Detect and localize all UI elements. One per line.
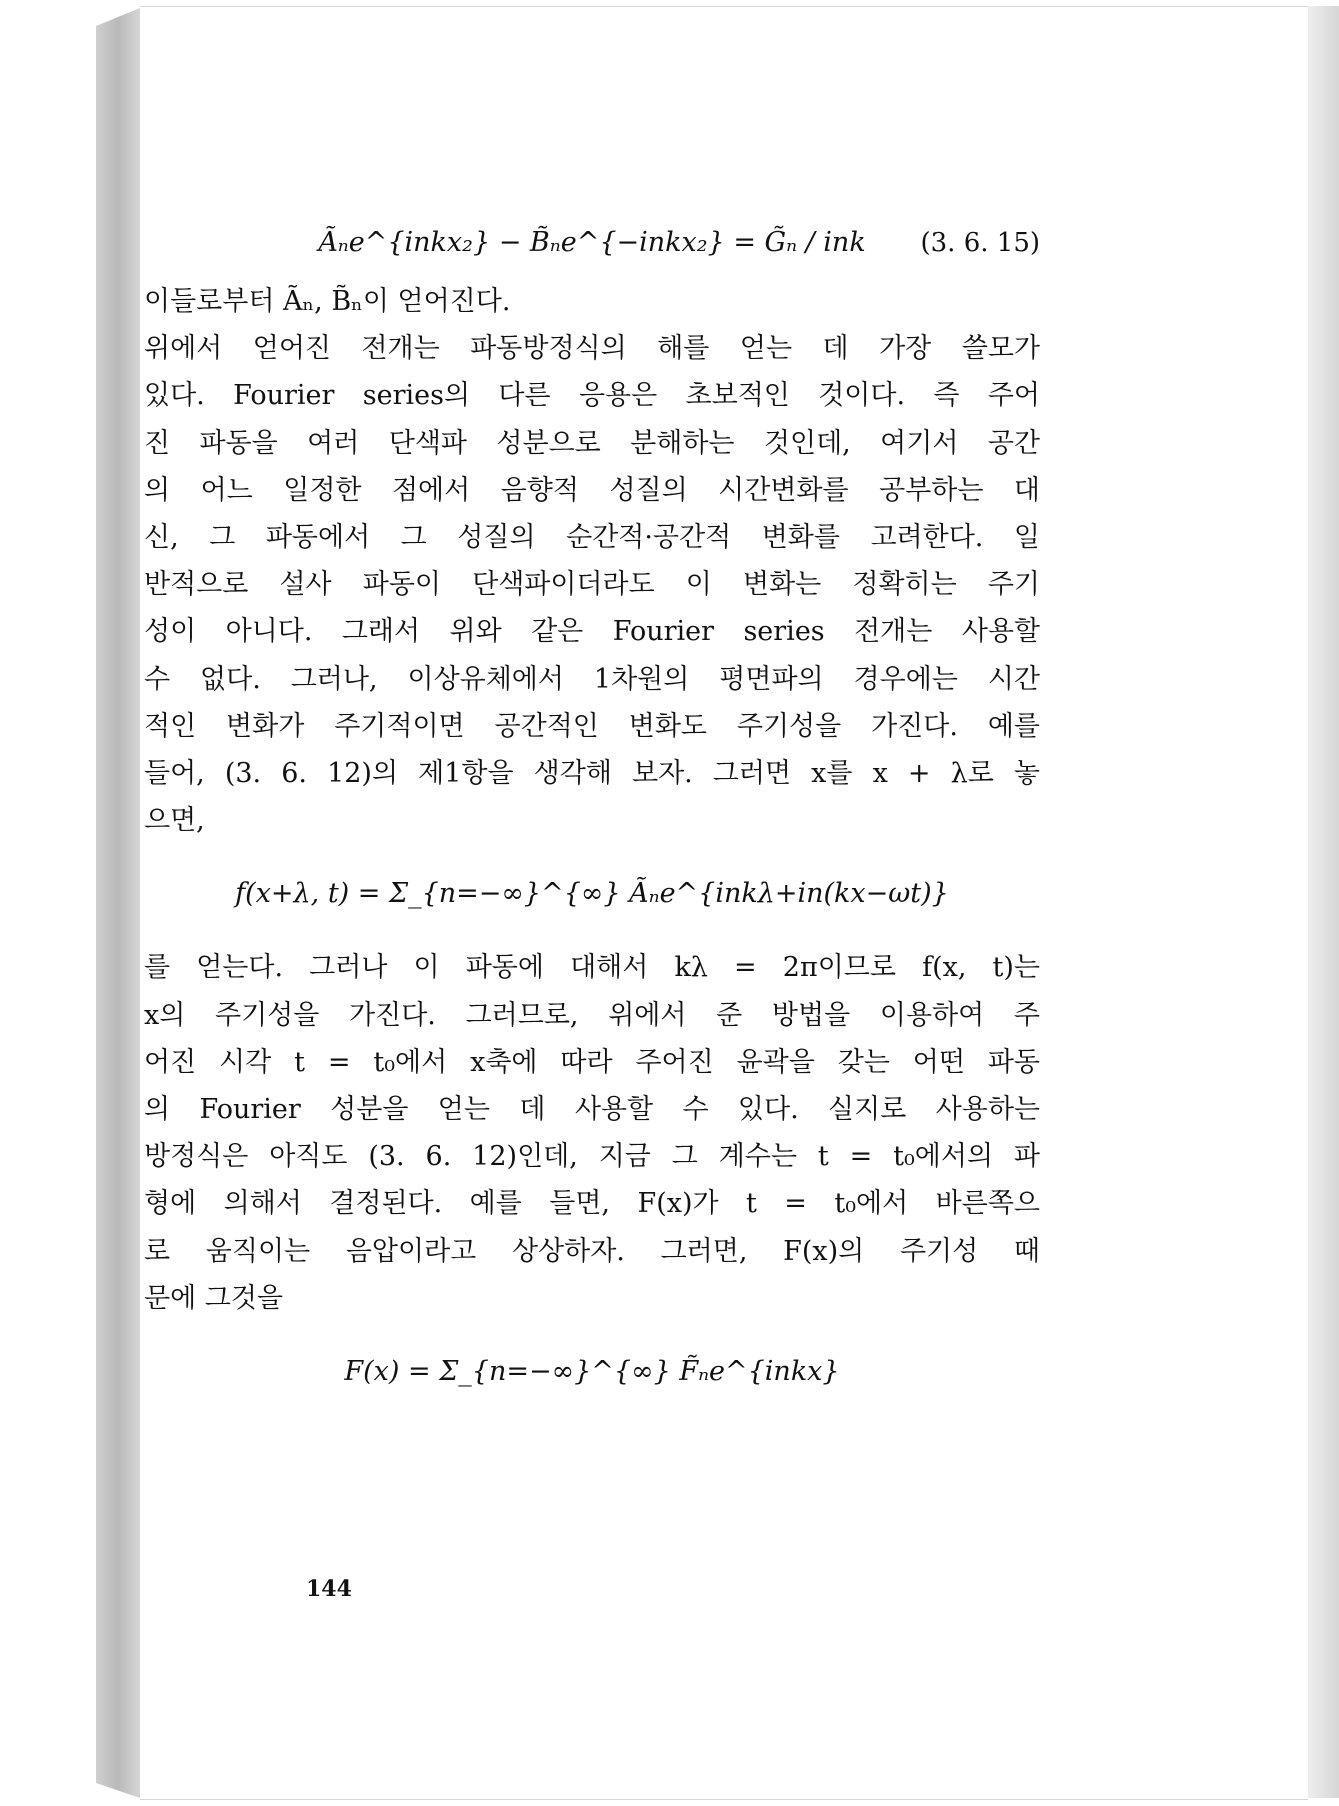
text-line: 성이 아니다. 그래서 위와 같은 Fourier series 전개는 사용할 (144, 616, 1040, 648)
page-content (144, 208, 1040, 1422)
text-line: 의 Fourier 성분을 얻는 데 사용할 수 있다. 실지로 사용하는 (144, 1094, 1040, 1126)
text-line: 문에 그것을 (144, 1282, 283, 1314)
equation-body: Ãₙe^{inkx₂} − B̃ₙe^{−inkx₂} = G̃ₙ / ink (318, 227, 866, 258)
equation-number: (3. 6. 15) (920, 228, 1040, 258)
equation-body: F(x) = Σ_{n=−∞}^{∞} F̃ₙe^{inkx} (344, 1356, 840, 1388)
text-line: 로 움직이는 음압이라고 상상하자. 그러면, F(x)의 주기성 때 (144, 1235, 1040, 1267)
text-line: 위에서 얻어진 전개는 파동방정식의 해를 얻는 데 가장 쓸모가 (144, 333, 1040, 365)
text-line: 를 얻는다. 그러나 이 파동에 대해서 kλ = 2π이므로 f(x, t)는 (144, 952, 1040, 984)
text-line: 수 없다. 그러나, 이상유체에서 1차원의 평면파의 경우에는 시간 (144, 663, 1040, 695)
text-line: 이들로부터 Ãₙ, B̃ₙ이 얻어진다. (144, 286, 511, 317)
page-number: 144 (306, 1576, 352, 1602)
equation-body: f(x+λ, t) = Σ_{n=−∞}^{∞} Ãₙe^{inkλ+in(kx−ωt)} (235, 878, 949, 910)
text-line: 방정식은 아직도 (3. 6. 12)인데, 지금 그 계수는 t = t₀에서의 파 (144, 1141, 1040, 1173)
text-line: 의 어느 일정한 점에서 음향적 성질의 시간변화를 공부하는 대 (144, 474, 1040, 506)
text-line: 들어, (3. 6. 12)의 제1항을 생각해 보자. 그러면 x를 x + λ로 놓 (144, 758, 1040, 790)
text-line: 있다. Fourier series의 다른 응용은 초보적인 것이다. 즉 주어 (144, 380, 1040, 412)
text-line: 진 파동을 여러 단색파 성분으로 분해하는 것인데, 여기서 공간 (144, 427, 1040, 459)
equation-F-series (144, 1322, 1040, 1422)
text-line: 으면, (144, 805, 205, 837)
text-line: 신, 그 파동에서 그 성질의 순간적·공간적 변화를 고려한다. 일 (144, 522, 1040, 554)
equation-f-shift (144, 844, 1040, 944)
equation-3-6-15 (144, 208, 1040, 278)
text-line: 어진 시각 t = t₀에서 x축에 따라 주어진 윤곽을 갖는 어떤 파동 (144, 1046, 1040, 1078)
text-line: 형에 의해서 결정된다. 예를 들면, F(x)가 t = t₀에서 바른쪽으 (144, 1188, 1040, 1220)
text-line: 적인 변화가 주기적이면 공간적인 변화도 주기성을 가진다. 예를 (144, 710, 1040, 742)
text-line: x의 주기성을 가진다. 그러므로, 위에서 준 방법을 이용하여 주 (144, 999, 1040, 1031)
text-line: 반적으로 설사 파동이 단색파이더라도 이 변화는 정확히는 주기 (144, 569, 1040, 601)
book-spine (96, 8, 140, 1798)
page-edge (1308, 6, 1339, 1798)
